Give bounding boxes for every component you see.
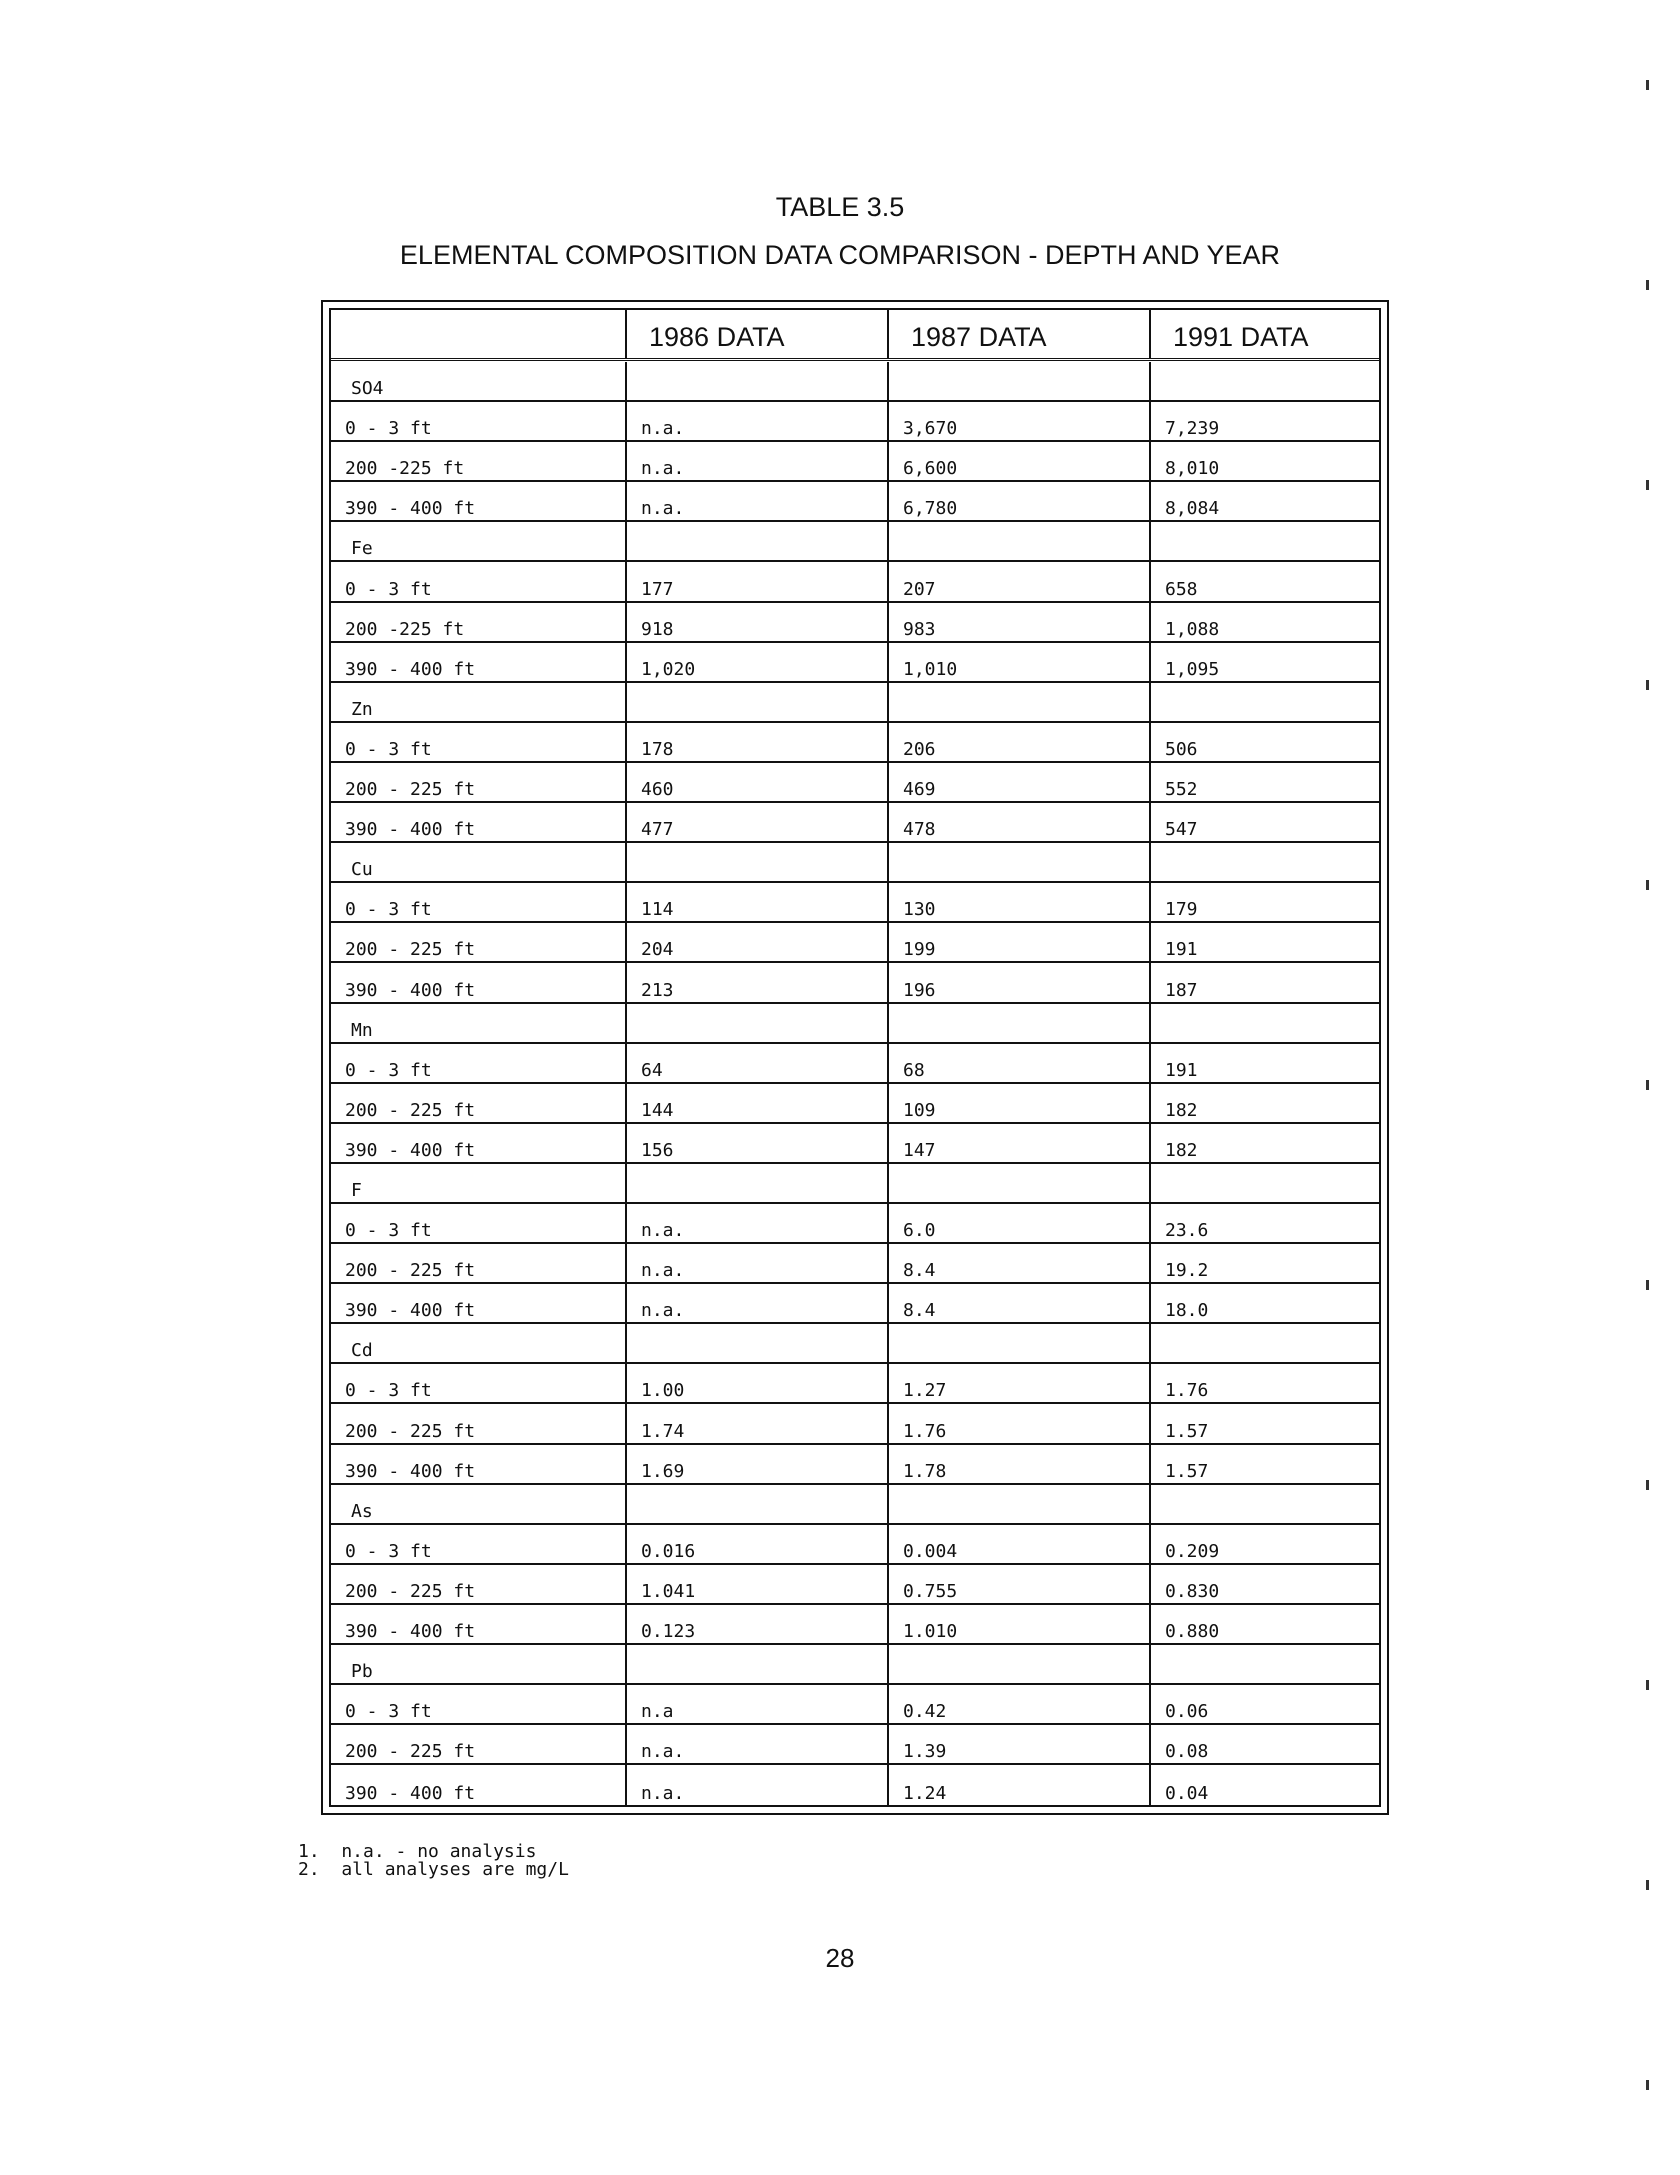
depth-range: 200 - 225 ft	[331, 1404, 627, 1442]
table-row	[331, 562, 1379, 602]
table-row	[331, 603, 1379, 643]
value-1991: 1.57	[1165, 1420, 1209, 1442]
value-1986: 177	[627, 562, 889, 600]
depth-range: 0 - 3 ft	[331, 1525, 627, 1563]
value-1991: 1,095	[1165, 658, 1220, 680]
scan-edge-mark	[1646, 1280, 1649, 1290]
page-number: 28	[825, 1943, 855, 1973]
empty-cell	[889, 1645, 1151, 1683]
empty-cell	[1151, 1164, 1379, 1202]
value-1987: 199	[889, 923, 1151, 961]
value-1986: 156	[627, 1124, 889, 1162]
value-1987: 206	[889, 723, 1151, 761]
empty-cell	[1151, 1645, 1379, 1683]
value-1986: 114	[627, 883, 889, 921]
value-1986: n.a.	[627, 1765, 889, 1805]
value-1987: 8.4	[889, 1244, 1151, 1282]
element-name: Fe	[331, 522, 627, 560]
value-1987: 1.010	[889, 1605, 1151, 1643]
scan-edge-mark	[1646, 1680, 1649, 1690]
value-1987: 109	[889, 1084, 1151, 1122]
value-1987: 147	[889, 1124, 1151, 1162]
empty-cell	[889, 843, 1151, 881]
empty-cell	[889, 683, 1151, 721]
scan-edge-mark	[1646, 280, 1649, 290]
value-1991: 552	[1165, 779, 1198, 801]
value-1987: 3,670	[889, 402, 1151, 440]
value-1991: 23.6	[1165, 1220, 1209, 1242]
value-1991: 1,088	[1165, 618, 1220, 640]
value-1991: 0.08	[1165, 1741, 1209, 1763]
empty-cell	[889, 1164, 1151, 1202]
composition-table	[321, 300, 1389, 1815]
value-1986: 918	[627, 603, 889, 641]
value-1987: 196	[889, 963, 1151, 1001]
table-row	[331, 1204, 1379, 1244]
depth-range: 200 - 225 ft	[331, 1565, 627, 1603]
depth-range: 390 - 400 ft	[331, 963, 627, 1001]
table-row	[331, 963, 1379, 1003]
depth-range: 390 - 400 ft	[331, 1445, 627, 1483]
table-title: ELEMENTAL COMPOSITION DATA COMPARISON - DEPTH AND YEAR	[399, 240, 1281, 270]
value-1987: 1.39	[889, 1725, 1151, 1763]
depth-range: 390 - 400 ft	[331, 482, 627, 520]
element-name: SO4	[331, 362, 627, 400]
value-1986: 477	[627, 803, 889, 841]
value-1987: 0.755	[889, 1565, 1151, 1603]
element-group-row	[331, 362, 1379, 402]
depth-range: 200 -225 ft	[331, 603, 627, 641]
value-1986: n.a.	[627, 442, 889, 480]
value-1987: 8.4	[889, 1284, 1151, 1322]
empty-cell	[627, 683, 889, 721]
value-1986: 0.123	[627, 1605, 889, 1643]
value-1991: 0.04	[1165, 1783, 1209, 1805]
value-1991: 0.880	[1165, 1621, 1220, 1642]
depth-range: 390 - 400 ft	[331, 643, 627, 681]
scan-edge-mark	[1646, 480, 1649, 490]
depth-range: 200 -225 ft	[331, 442, 627, 480]
empty-cell	[889, 522, 1151, 560]
value-1987: 6,780	[889, 482, 1151, 520]
value-1987: 983	[889, 603, 1151, 641]
value-1986: 1.74	[627, 1404, 889, 1442]
empty-cell	[889, 1485, 1151, 1523]
value-1986: 144	[627, 1084, 889, 1122]
composition-table-inner	[329, 308, 1381, 1807]
value-1991: 547	[1165, 819, 1198, 841]
value-1991: 191	[1165, 939, 1198, 961]
value-1986: 1.041	[627, 1565, 889, 1603]
value-1987: 0.42	[889, 1685, 1151, 1723]
value-1991: 658	[1165, 578, 1198, 600]
element-name: Pb	[331, 1645, 627, 1683]
element-group-row	[331, 843, 1379, 883]
value-1987: 1.78	[889, 1445, 1151, 1483]
depth-range: 390 - 400 ft	[331, 1124, 627, 1162]
empty-cell	[1151, 362, 1379, 400]
value-1991: 187	[1165, 979, 1198, 1001]
empty-cell	[1151, 1485, 1379, 1523]
value-1987: 6.0	[889, 1204, 1151, 1242]
value-1987: 68	[889, 1044, 1151, 1082]
value-1991: 0.06	[1165, 1701, 1209, 1723]
value-1986: 460	[627, 763, 889, 801]
value-1986: 1.69	[627, 1445, 889, 1483]
table-row	[331, 1765, 1379, 1805]
value-1991: 7,239	[1165, 418, 1220, 440]
column-header-1986: 1986 DATA	[627, 310, 889, 358]
value-1987: 1.76	[889, 1404, 1151, 1442]
scan-edge-mark	[1646, 1480, 1649, 1490]
value-1987: 207	[889, 562, 1151, 600]
table-row	[331, 1284, 1379, 1324]
value-1991: 182	[1165, 1139, 1198, 1161]
footnote: 1. n.a. - no analysis	[298, 1841, 537, 1862]
empty-cell	[627, 1645, 889, 1683]
element-group-row	[331, 1485, 1379, 1525]
table-row	[331, 1084, 1379, 1124]
element-name: Mn	[331, 1004, 627, 1042]
element-group-row	[331, 1004, 1379, 1044]
depth-range: 200 - 225 ft	[331, 763, 627, 801]
element-group-row	[331, 1324, 1379, 1364]
value-1991: 18.0	[1165, 1300, 1209, 1322]
value-1991: 506	[1165, 738, 1198, 760]
value-1991: 8,010	[1165, 458, 1220, 480]
value-1991: 179	[1165, 899, 1198, 921]
value-1986: n.a.	[627, 1244, 889, 1282]
depth-range: 0 - 3 ft	[331, 562, 627, 600]
depth-range: 200 - 225 ft	[331, 923, 627, 961]
empty-cell	[627, 1164, 889, 1202]
depth-range: 0 - 3 ft	[331, 1685, 627, 1723]
table-row	[331, 402, 1379, 442]
empty-cell	[889, 1324, 1151, 1362]
column-header-label	[331, 310, 627, 358]
value-1987: 0.004	[889, 1525, 1151, 1563]
value-1991: 191	[1165, 1059, 1198, 1081]
table-row	[331, 1044, 1379, 1084]
scan-edge-mark	[1646, 880, 1649, 890]
footnote: 2. all analyses are mg/L	[298, 1859, 569, 1880]
value-1986: n.a.	[627, 1284, 889, 1322]
value-1986: 213	[627, 963, 889, 1001]
value-1986: 1.00	[627, 1364, 889, 1402]
empty-cell	[627, 1004, 889, 1042]
element-group-row	[331, 1645, 1379, 1685]
table-row	[331, 482, 1379, 522]
empty-cell	[627, 522, 889, 560]
value-1987: 1.27	[889, 1364, 1151, 1402]
value-1986: 1,020	[627, 643, 889, 681]
scan-edge-mark	[1646, 1880, 1649, 1890]
depth-range: 0 - 3 ft	[331, 1364, 627, 1402]
table-row	[331, 1725, 1379, 1765]
table-row	[331, 883, 1379, 923]
empty-cell	[889, 362, 1151, 400]
depth-range: 390 - 400 ft	[331, 1765, 627, 1805]
value-1986: n.a.	[627, 1725, 889, 1763]
value-1986: 178	[627, 723, 889, 761]
value-1991: 19.2	[1165, 1260, 1209, 1282]
value-1991: 1.76	[1165, 1380, 1209, 1402]
depth-range: 0 - 3 ft	[331, 883, 627, 921]
empty-cell	[627, 1324, 889, 1362]
table-row	[331, 1565, 1379, 1605]
depth-range: 390 - 400 ft	[331, 803, 627, 841]
table-row	[331, 1525, 1379, 1565]
element-group-row	[331, 522, 1379, 562]
element-name: Cd	[331, 1324, 627, 1362]
table-body	[331, 362, 1379, 1805]
scan-edge-mark	[1646, 1080, 1649, 1090]
column-header-1987: 1987 DATA	[889, 310, 1151, 358]
depth-range: 0 - 3 ft	[331, 402, 627, 440]
empty-cell	[627, 843, 889, 881]
empty-cell	[1151, 1324, 1379, 1362]
depth-range: 0 - 3 ft	[331, 723, 627, 761]
value-1987: 130	[889, 883, 1151, 921]
depth-range: 0 - 3 ft	[331, 1204, 627, 1242]
value-1986: n.a.	[627, 482, 889, 520]
value-1987: 469	[889, 763, 1151, 801]
depth-range: 390 - 400 ft	[331, 1605, 627, 1643]
table-number: TABLE 3.5	[775, 192, 905, 222]
table-row	[331, 923, 1379, 963]
element-name: F	[331, 1164, 627, 1202]
table-row	[331, 1404, 1379, 1444]
scan-edge-mark	[1646, 80, 1649, 90]
table-row	[331, 1364, 1379, 1404]
table-row	[331, 1445, 1379, 1485]
empty-cell	[1151, 843, 1379, 881]
table-row	[331, 1605, 1379, 1645]
value-1991: 182	[1165, 1099, 1198, 1121]
empty-cell	[627, 1485, 889, 1523]
value-1986: 204	[627, 923, 889, 961]
depth-range: 200 - 225 ft	[331, 1084, 627, 1122]
table-row	[331, 763, 1379, 803]
value-1986: 0.016	[627, 1525, 889, 1563]
table-row	[331, 442, 1379, 482]
value-1987: 1.24	[889, 1765, 1151, 1805]
value-1986: n.a.	[627, 402, 889, 440]
value-1986: n.a.	[627, 1204, 889, 1242]
value-1991: 0.830	[1165, 1580, 1220, 1602]
depth-range: 0 - 3 ft	[331, 1044, 627, 1082]
value-1991: 8,084	[1165, 498, 1220, 520]
element-name: Cu	[331, 843, 627, 881]
value-1987: 478	[889, 803, 1151, 841]
value-1986: n.a	[627, 1685, 889, 1723]
element-group-row	[331, 1164, 1379, 1204]
value-1987: 1,010	[889, 643, 1151, 681]
scan-edge-mark	[1646, 2080, 1649, 2090]
depth-range: 200 - 225 ft	[331, 1725, 627, 1763]
table-row	[331, 1685, 1379, 1725]
value-1991: 1.57	[1165, 1460, 1209, 1482]
table-row	[331, 803, 1379, 843]
empty-cell	[627, 362, 889, 400]
depth-range: 390 - 400 ft	[331, 1284, 627, 1322]
depth-range: 200 - 225 ft	[331, 1244, 627, 1282]
scan-edge-mark	[1646, 680, 1649, 690]
value-1986: 64	[627, 1044, 889, 1082]
column-header-1991: 1991 DATA	[1173, 322, 1309, 352]
value-1991: 0.209	[1165, 1540, 1220, 1562]
element-name: Zn	[331, 683, 627, 721]
element-group-row	[331, 683, 1379, 723]
empty-cell	[1151, 522, 1379, 560]
footnotes	[298, 1843, 569, 1879]
empty-cell	[1151, 1004, 1379, 1042]
element-name: As	[331, 1485, 627, 1523]
table-row	[331, 723, 1379, 763]
empty-cell	[1151, 683, 1379, 721]
table-row	[331, 643, 1379, 683]
table-header-row	[331, 310, 1379, 361]
empty-cell	[889, 1004, 1151, 1042]
table-row	[331, 1244, 1379, 1284]
value-1987: 6,600	[889, 442, 1151, 480]
table-row	[331, 1124, 1379, 1164]
